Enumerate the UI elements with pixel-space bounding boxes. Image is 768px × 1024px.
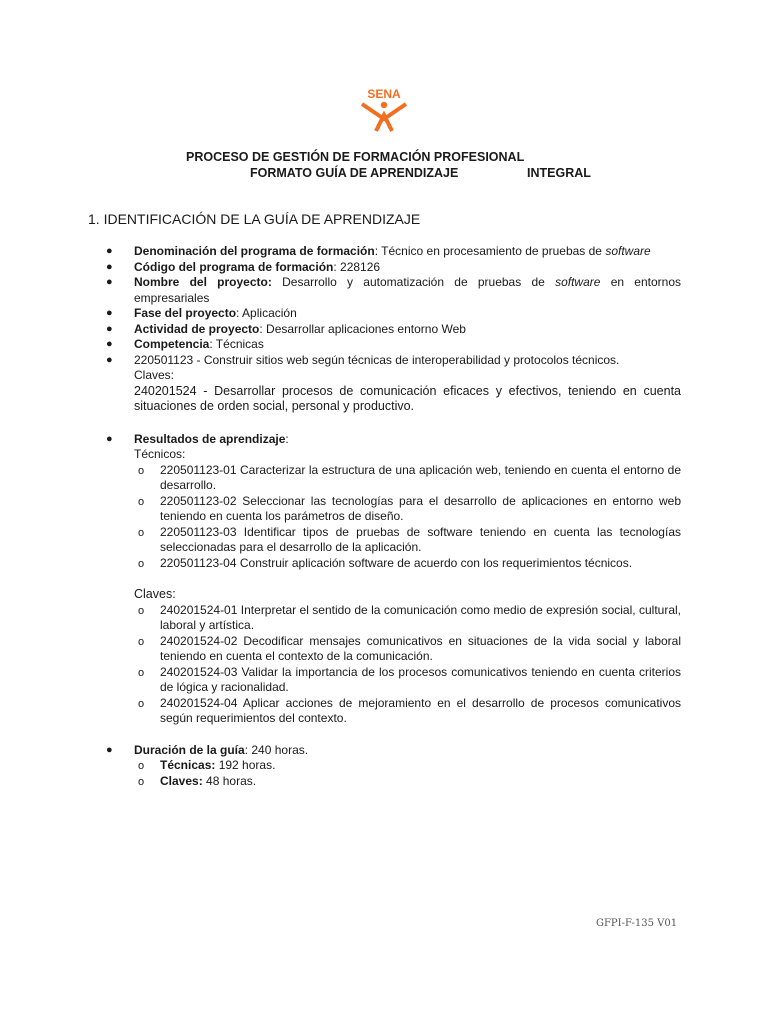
circle-bullet-icon: o — [138, 464, 145, 477]
list-item: ● Competencia: Técnicas — [106, 337, 264, 351]
list-item: ● Nombre del proyecto: Desarrollo y automatización de pruebas de software en entornos empresariales — [106, 275, 682, 305]
bullet-icon: ● — [106, 260, 113, 273]
bullet-icon: ● — [106, 432, 113, 445]
result-item: o 240201524-03 Validar la importancia de los procesos comunicativos teniendo en cuenta criterios de lógica y racionalidad. — [138, 664, 681, 694]
bullet-icon: ● — [106, 353, 113, 366]
item-label: Fase del proyecto — [134, 306, 237, 320]
claves-label: Claves: — [134, 587, 176, 601]
logo-text: SENA — [367, 87, 401, 101]
circle-bullet-icon: o — [138, 495, 145, 508]
result-item: o 240201524-02 Decodificar mensajes comunicativos en situaciones de la vida social y laboral teniendo en cuenta el contexto de la comunicación. — [138, 633, 681, 663]
circle-bullet-icon: o — [138, 697, 145, 710]
result-item: o 220501123-02 Seleccionar las tecnologías para el desarrollo de aplicaciones en entorno web teniendo en cuenta los parámetros de diseño. — [138, 493, 681, 523]
circle-bullet-icon: o — [138, 557, 145, 570]
result-item: o 220501123-03 Identificar tipos de pruebas de software teniendo en cuenta las tecnologías seleccionadas para el desarrollo de la aplicación. — [138, 524, 681, 554]
bullet-icon: ● — [106, 322, 113, 335]
header-format: FORMATO GUÍA DE APRENDIZAJE — [250, 166, 459, 180]
result-item: o 240201524-04 Aplicar acciones de mejoramiento en el desarrollo de procesos comunicativos según requerimientos del contexto. — [138, 695, 681, 725]
header-line-1: PROCESO DE GESTIÓN DE FORMACIÓN PROFESIONAL — [186, 150, 525, 164]
list-item: ● Duración de la guía: 240 horas. — [106, 742, 309, 757]
bullet-icon: ● — [106, 276, 113, 288]
section-title: 1. IDENTIFICACIÓN DE LA GUÍA DE APRENDIZAJE — [88, 211, 421, 227]
item-label: Competencia — [134, 337, 210, 351]
circle-bullet-icon: o — [138, 526, 145, 539]
tecnicos-label: Técnicos: — [134, 447, 186, 461]
circle-bullet-icon: o — [138, 635, 145, 648]
circle-bullet-icon: o — [138, 760, 145, 772]
bullet-icon: ● — [106, 743, 113, 756]
sena-logo — [354, 86, 414, 132]
item-label: Resultados de aprendizaje — [134, 431, 286, 446]
claves-label: Claves: — [134, 368, 175, 382]
competencia-clave: 240201524 - Desarrollar procesos de comunicación eficaces y efectivos, teniendo en cuenta situaciones de orden social, personal y productivo. — [134, 383, 681, 413]
header-integral: INTEGRAL — [527, 166, 591, 180]
list-item: ● Código del programa de formación: 228126 — [106, 259, 381, 274]
form-code: GFPI-F-135 V01 — [596, 918, 678, 929]
identification-list — [106, 244, 681, 789]
result-item: o 220501123-04 Construir aplicación software de acuerdo con los requerimientos técnicos. — [106, 556, 681, 572]
item-label: Duración de la guía — [134, 742, 245, 757]
duration-item: o Técnicas: 192 horas. — [106, 758, 681, 774]
bullet-icon: ● — [106, 307, 113, 319]
list-item: ● Fase del proyecto: Aplicación — [106, 306, 297, 320]
bullet-icon: ● — [106, 245, 113, 257]
result-item: o 240201524-01 Interpretar el sentido de la comunicación como medio de expresión social, cultural, laboral y artística. — [138, 602, 681, 632]
header-line-2 — [0, 166, 768, 180]
circle-bullet-icon: o — [138, 604, 145, 617]
circle-bullet-icon: o — [138, 666, 145, 679]
item-label: Código del programa de formación — [134, 259, 334, 274]
list-item: ● Resultados de aprendizaje: — [106, 431, 289, 446]
circle-bullet-icon: o — [138, 775, 145, 788]
bullet-icon: ● — [106, 338, 113, 350]
list-item: ● Denominación del programa de formación: Técnico en procesamiento de pruebas de software — [106, 244, 651, 258]
item-label: Actividad de proyecto — [134, 321, 260, 336]
item-label: Denominación del programa de formación — [134, 244, 375, 258]
duration-item: o Claves: 48 horas. — [106, 774, 681, 790]
result-item: o 220501123-01 Caracterizar la estructura de una aplicación web, teniendo en cuenta el entorno de desarrollo. — [138, 462, 681, 492]
item-label: Nombre del proyecto: — [134, 275, 272, 289]
competencia-tecnica: 220501123 - Construir sitios web según técnicas de interoperabilidad y protocolos técnicos. — [134, 352, 620, 367]
list-item: ● Actividad de proyecto: Desarrollar aplicaciones entorno Web — [106, 321, 466, 336]
list-item — [106, 353, 681, 369]
